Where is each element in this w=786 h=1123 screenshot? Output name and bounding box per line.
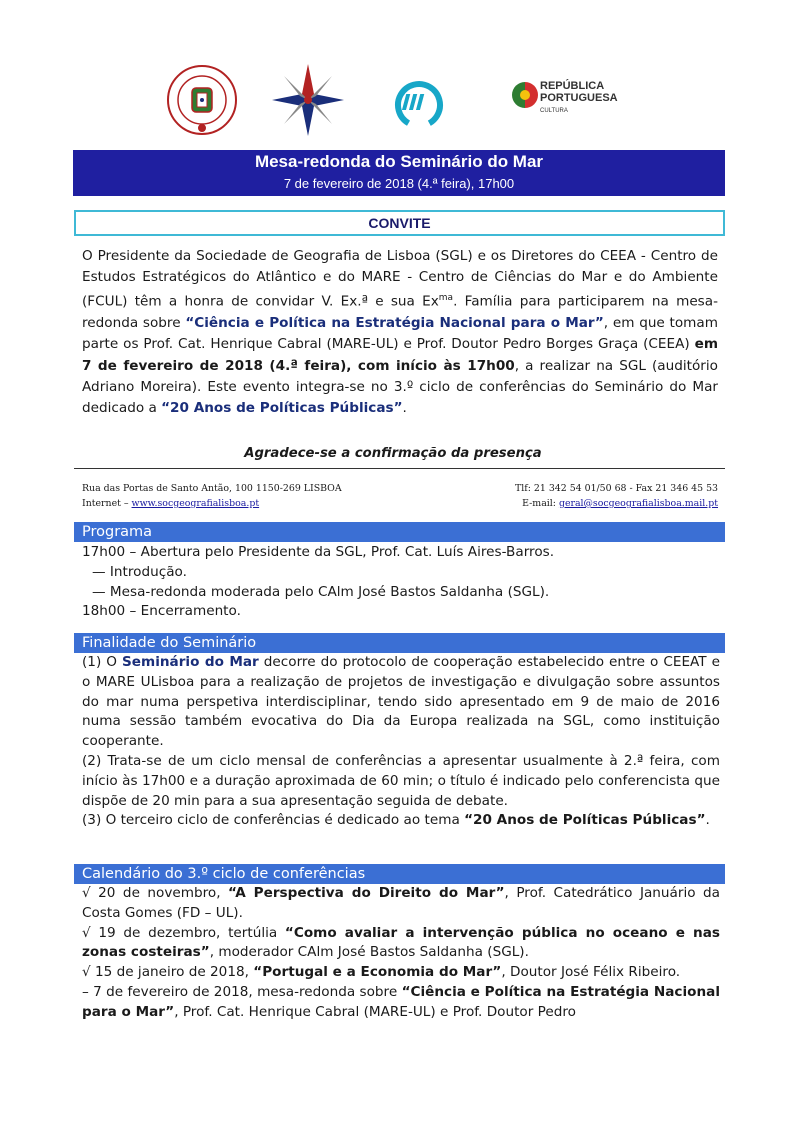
text: decorre do protocolo de cooperação estabelecido entre o CEEAT e o MARE ULisboa para a realização de projetos de investigação e divulgação sobre assuntos do mar numa perspetiva interdisciplinar, tendo sido apresentado em 9 de maio de 2016 numa sessão também evocativa do Dia da Europa realizada na SGL, como instituição cooperante.: [82, 654, 720, 750]
logo-bar: [0, 62, 786, 142]
seminario-name: Seminário do Mar: [122, 654, 259, 670]
convite-box: [74, 210, 725, 236]
list-item: 18h00 – Encerramento.: [82, 603, 241, 620]
invitation-paragraph: [82, 246, 718, 419]
text: , Prof. Catedrático Januário da Costa Gomes (FD – UL).: [82, 885, 720, 921]
section-heading-finalidade: Finalidade do Seminário: [74, 633, 725, 653]
intro-text-1: O Presidente da Sociedade de Geografia de Lisboa (SGL) e os Diretores do CEEA - Centro de Estudos Estratégicos do Atlântico e do MARE - Centro de Ciências do Mar e do Ambiente (FCUL) têm a honra de convidar V. Ex.ª e sua Ex: [82, 248, 718, 310]
event-date: 7 de fevereiro de 2018 (4.ª feira), 17h00: [283, 176, 515, 191]
list-item: — Introdução.: [92, 563, 187, 580]
text: (3) O terceiro ciclo de conferências é dedicado ao tema: [82, 812, 465, 829]
contact-address-block: [82, 481, 342, 511]
email-link[interactable]: geral@socgeografialisboa.mail.pt: [558, 498, 718, 509]
talk-title: “A Perspectiva do Direito do Mar”: [228, 885, 505, 901]
finalidade-text: [82, 653, 720, 831]
talk-title: “Como avaliar a intervenção pública no oceano e nas zonas costeiras”: [82, 924, 720, 961]
title-banner: [73, 150, 725, 196]
compass-rose-logo: [270, 62, 346, 138]
intro-text-5: .: [402, 399, 407, 416]
finalidade-item-2: (2) Trata-se de um ciclo mensal de conferências a apresentar usualmente à 2.ª feira, com início às 17h00 e a duração aproximada de 60 min; o título é indicado pelo conferencista que dispõe de 20 min para a sua apresentação seguida de debate.: [82, 752, 720, 809]
contact-phone-block: [515, 481, 718, 511]
text: , moderador CAlm José Bastos Saldanha (SGL).: [209, 944, 529, 961]
mare-logo: [394, 80, 444, 130]
list-item: [82, 983, 720, 1023]
intro-bold-date: em 7 de fevereiro de 2018 (4.ª feira), com início às 17h00: [82, 336, 718, 374]
phone: Tlf: 21 342 54 01/50 68 - Fax 21 346 45 53: [515, 483, 718, 494]
divider: [74, 468, 725, 469]
text: , Prof. Cat. Henrique Cabral (MARE-UL) e Prof. Doutor Pedro: [174, 1003, 576, 1020]
rp-wordmark: REPÚBLICA PORTUGUESA: [540, 80, 618, 104]
list-item: [82, 884, 720, 924]
programa-list: [82, 543, 720, 622]
email-label: E-mail:: [522, 498, 559, 509]
rsvp-note: Agradece-se a confirmação da presença: [244, 446, 542, 461]
finalidade-item-3: [82, 811, 720, 831]
internet-label: Internet –: [82, 498, 132, 509]
text: , Doutor José Félix Ribeiro.: [501, 964, 681, 981]
text: .: [705, 812, 710, 829]
intro-bold-title: “Ciência e Política na Estratégia Nacional para o Mar”: [185, 315, 604, 332]
rp-subtitle: CULTURA: [540, 108, 568, 114]
intro-bold-theme: “20 Anos de Políticas Públicas”: [161, 399, 403, 416]
convite-heading: CONVITE: [368, 215, 431, 231]
republica-portuguesa-logo: [512, 78, 632, 122]
text: √ 15 de janeiro de 2018,: [82, 964, 254, 981]
sgl-seal-logo: [166, 64, 238, 136]
intro-text-4: , a realizar na SGL (auditório Adriano Moreira). Este evento integra-se no 3.º ciclo de conferências do Seminário do Mar dedicado a: [82, 357, 718, 416]
finalidade-item-1: [82, 653, 720, 752]
text: (1) O: [82, 654, 123, 670]
text: √ 20 de novembro,: [82, 885, 229, 901]
intro-text-3: , em que tomam parte os Prof. Cat. Henrique Cabral (MARE-UL) e Prof. Doutor Pedro Borges Graça (CEEA): [82, 315, 718, 353]
text: √ 19 de dezembro, tertúlia: [82, 924, 285, 941]
list-item: [82, 924, 720, 964]
intro-sup: ma: [438, 293, 454, 304]
page-title: Mesa-redonda do Seminário do Mar: [254, 152, 544, 171]
calendario-list: [82, 884, 720, 1023]
list-item: — Mesa-redonda moderada pelo CAlm José Bastos Saldanha (SGL).: [92, 583, 550, 600]
list-item: [82, 963, 720, 983]
theme-title: “20 Anos de Políticas Públicas”: [464, 812, 706, 829]
talk-title: “Ciência e Política na Estratégia Nacional para o Mar”: [82, 983, 720, 1020]
address: Rua das Portas de Santo Antão, 100 1150-269 LISBOA: [82, 483, 342, 494]
website-link[interactable]: www.socgeografialisboa.pt: [131, 498, 260, 509]
intro-text-2: . Família para participarem na mesa-redonda sobre: [82, 293, 718, 332]
text: – 7 de fevereiro de 2018, mesa-redonda sobre: [82, 983, 402, 1000]
talk-title: “Portugal e a Economia do Mar”: [253, 964, 502, 981]
section-heading-programa: Programa: [74, 522, 725, 542]
list-item: 17h00 – Abertura pelo Presidente da SGL, Prof. Cat. Luís Aires-Barros.: [82, 544, 555, 560]
section-heading-calendario: Calendário do 3.º ciclo de conferências: [74, 864, 725, 884]
